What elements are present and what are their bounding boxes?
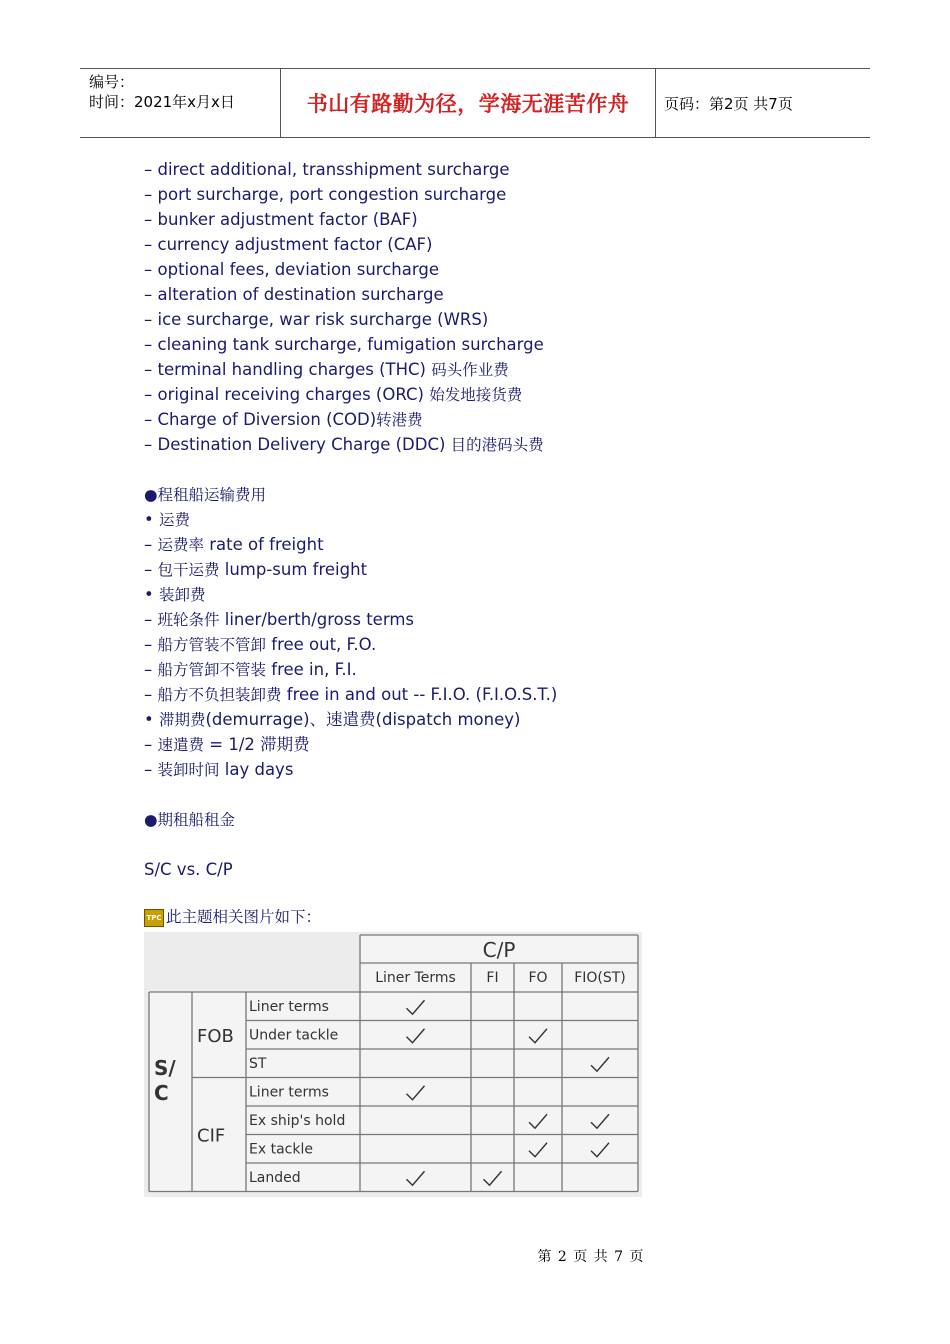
page-footer: 第 2 页 共 7 页 bbox=[537, 1249, 645, 1265]
header-motto-cell bbox=[280, 69, 656, 137]
cp-column-header: FI bbox=[486, 970, 499, 986]
surcharge-line: – terminal handling charges (THC) 码头作业费 bbox=[144, 360, 509, 379]
row-label: Liner terms bbox=[249, 1084, 329, 1101]
surcharge-line: – bunker adjustment factor (BAF) bbox=[144, 210, 418, 229]
voyage-item: • 装卸费 bbox=[144, 585, 206, 604]
surcharge-line: – optional fees, deviation surcharge bbox=[144, 260, 439, 279]
surcharge-line: – currency adjustment factor (CAF) bbox=[144, 235, 433, 254]
time-charter-heading: ●期租船租金 bbox=[144, 811, 236, 829]
row-label: Under tackle bbox=[249, 1027, 339, 1044]
sc-cp-table bbox=[144, 932, 642, 1197]
surcharge-line: – Destination Delivery Charge (DDC) 目的港码头费 bbox=[144, 435, 544, 454]
sc-label: C bbox=[154, 1081, 169, 1105]
surcharge-line: – alteration of destination surcharge bbox=[144, 285, 444, 304]
row-label: ST bbox=[249, 1056, 267, 1072]
cp-column-header: FO bbox=[528, 970, 548, 986]
group-label: CIF bbox=[197, 1125, 226, 1147]
row-label: Landed bbox=[249, 1170, 301, 1186]
header-left-cell bbox=[80, 69, 280, 137]
table-body-bg bbox=[149, 992, 638, 1192]
sc-vs-cp-heading: S/C vs. C/P bbox=[144, 860, 233, 879]
voyage-item: • 滞期费(demurrage)、速遣费(dispatch money) bbox=[144, 710, 521, 729]
picture-caption-text: 此主题相关图片如下： bbox=[166, 908, 322, 926]
voyage-item: – 包干运费 lump-sum freight bbox=[144, 560, 368, 579]
date-label: 时间：2021年x月x日 bbox=[89, 93, 235, 111]
voyage-section-heading: ●程租船运输费用 bbox=[144, 486, 267, 504]
voyage-item: – 装卸时间 lay days bbox=[144, 760, 294, 779]
header-page-cell bbox=[655, 69, 870, 137]
voyage-item: – 船方不负担装卸费 free in and out -- F.I.O. (F.I.O.S.T.) bbox=[144, 685, 558, 704]
sc-cp-table-image bbox=[144, 932, 642, 1197]
voyage-item: – 速遣费 = 1/2 滞期费 bbox=[144, 735, 310, 754]
surcharge-line: – Charge of Diversion (COD)转港费 bbox=[144, 410, 423, 429]
cp-header: C/P bbox=[482, 938, 516, 962]
row-label: Liner terms bbox=[249, 999, 329, 1015]
surcharge-line: – direct additional, transshipment surcharge bbox=[144, 160, 510, 179]
picture-icon: TPC bbox=[144, 909, 164, 927]
group-label: FOB bbox=[197, 1025, 234, 1047]
row-label: Ex ship's hold bbox=[249, 1113, 346, 1129]
voyage-item: – 船方管装不管卸 free out, F.O. bbox=[144, 635, 377, 654]
page-code: 页码：第2页 共7页 bbox=[664, 94, 793, 113]
document-header bbox=[80, 68, 870, 138]
cp-column-header: Liner Terms bbox=[375, 970, 456, 986]
motto: 书山有路勤为径，学海无涯苦作舟 bbox=[306, 91, 630, 116]
voyage-item: – 船方管卸不管装 free in, F.I. bbox=[144, 660, 357, 679]
row-label: Ex tackle bbox=[249, 1141, 313, 1158]
surcharge-line: – original receiving charges (ORC) 始发地接货费 bbox=[144, 385, 523, 404]
document-body bbox=[144, 157, 864, 882]
voyage-item: • 运费 bbox=[144, 510, 190, 529]
surcharge-line: – ice surcharge, war risk surcharge (WRS) bbox=[144, 310, 489, 329]
voyage-item: – 运费率 rate of freight bbox=[144, 535, 324, 554]
surcharge-line: – cleaning tank surcharge, fumigation surcharge bbox=[144, 335, 544, 354]
surcharge-line: – port surcharge, port congestion surcharge bbox=[144, 185, 507, 204]
sc-label: S/ bbox=[154, 1056, 176, 1080]
cp-column-header: FIO(ST) bbox=[574, 970, 626, 986]
voyage-item: – 班轮条件 liner/berth/gross terms bbox=[144, 610, 414, 629]
number-label: 编号： bbox=[89, 73, 135, 91]
picture-caption bbox=[144, 905, 321, 930]
